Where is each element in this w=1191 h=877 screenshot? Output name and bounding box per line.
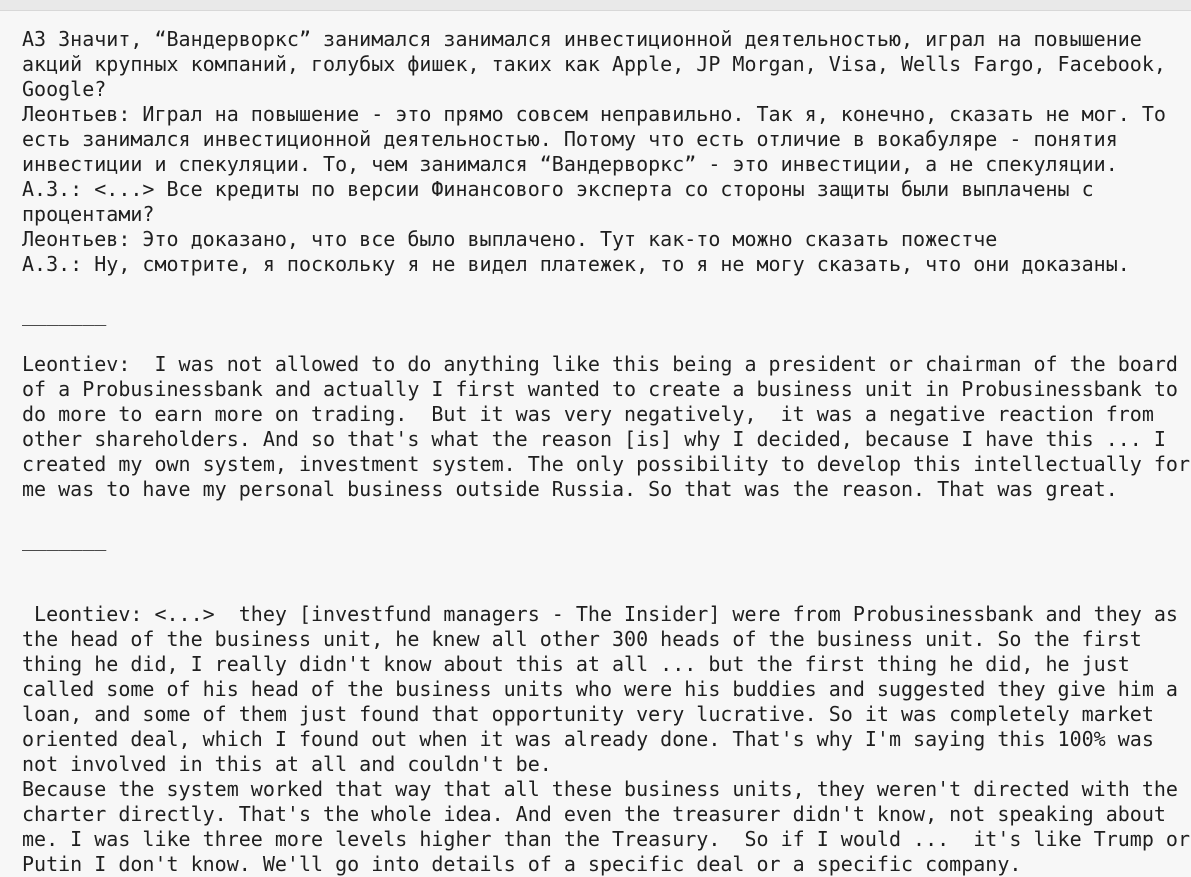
text-line: charter directly. That's the whole idea. And even the treasurer didn't know, not speaking about: [22, 802, 1166, 826]
text-line: Google?: [22, 77, 107, 101]
text-line: Putin I don't know. We'll go into details of a specific deal or a specific company.: [22, 852, 1022, 876]
blank-line: [22, 277, 1191, 302]
text-line: Leontiev: <...> they [investfund managers - The Insider] were from Probusinessbank and they as: [22, 602, 1178, 626]
text-line: Леонтьев: Играл на повышение - это прямо совсем неправильно. Так я, конечно, сказать не мог. То: [22, 102, 1166, 126]
blank-line: [22, 327, 1191, 352]
transcript-document: [0, 11, 1191, 877]
separator-line: _______: [22, 527, 107, 551]
text-line: инвестиции и спекуляции. То, чем занимался “Вандерворкс” - это инвестиции, а не спекуляции.: [22, 152, 1118, 176]
text-line: loan, and some of them just found that opportunity very lucrative. So it was completely market: [22, 702, 1154, 726]
text-line: процентами?: [22, 202, 155, 226]
text-line: of a Probusinessbank and actually I first wanted to create a business unit in Probusinessbank to: [22, 377, 1178, 401]
text-line: the head of the business unit, he knew all other 300 heads of the business unit. So the first: [22, 627, 1142, 651]
text-line: есть занимался инвестиционной деятельностью. Потому что есть отличие в вокабуляре - понятия: [22, 127, 1118, 151]
text-line: Leontiev: I was not allowed to do anything like this being a president or chairman of the board: [22, 352, 1178, 376]
text-line: thing he did, I really didn't know about this at all ... but the first thing he did, he just: [22, 652, 1130, 676]
text-line: Леонтьев: Это доказано, что все было выплачено. Тут как-то можно сказать пожестче: [22, 227, 998, 251]
separator-line: _______: [22, 302, 107, 326]
text-line: do more to earn more on trading. But it was very negatively, it was a negative reaction from: [22, 402, 1154, 426]
text-line: А.З.: Ну, смотрите, я поскольку я не видел платежек, то я не могу сказать, что они доказаны.: [22, 252, 1130, 276]
text-line: other shareholders. And so that's what the reason [is] why I decided, because I have this ... I: [22, 427, 1166, 451]
transcript-text: [22, 27, 1191, 877]
text-line: Because the system worked that way that all these business units, they weren't directed with the: [22, 777, 1178, 801]
text-line: not involved in this at all and couldn't be.: [22, 752, 552, 776]
text-line: А.З.: <...> Все кредиты по версии Финансового эксперта со стороны защиты были выплачены с: [22, 177, 1094, 201]
text-line: created my own system, investment system. The only possibility to develop this intellectually for: [22, 452, 1190, 476]
blank-line: [22, 552, 1191, 577]
text-line: акций крупных компаний, голубых фишек, таких как Apple, JP Morgan, Visa, Wells Fargo, Facebook,: [22, 52, 1166, 76]
text-line: oriented deal, which I found out when it was already done. That's why I'm saying this 100% was: [22, 727, 1154, 751]
blank-line: [22, 577, 1191, 602]
text-line: called some of his head of the business units who were his buddies and suggested they give him a: [22, 677, 1178, 701]
top-strip: [0, 0, 1191, 11]
blank-line: [22, 502, 1191, 527]
text-line: me. I was like three more levels higher than the Treasury. So if I would ... it's like Trump or: [22, 827, 1190, 851]
text-line: me was to have my personal business outside Russia. So that was the reason. That was great.: [22, 477, 1118, 501]
text-line: АЗ Значит, “Вандерворкс” занимался занимался инвестиционной деятельностью, играл на повышение: [22, 27, 1142, 51]
